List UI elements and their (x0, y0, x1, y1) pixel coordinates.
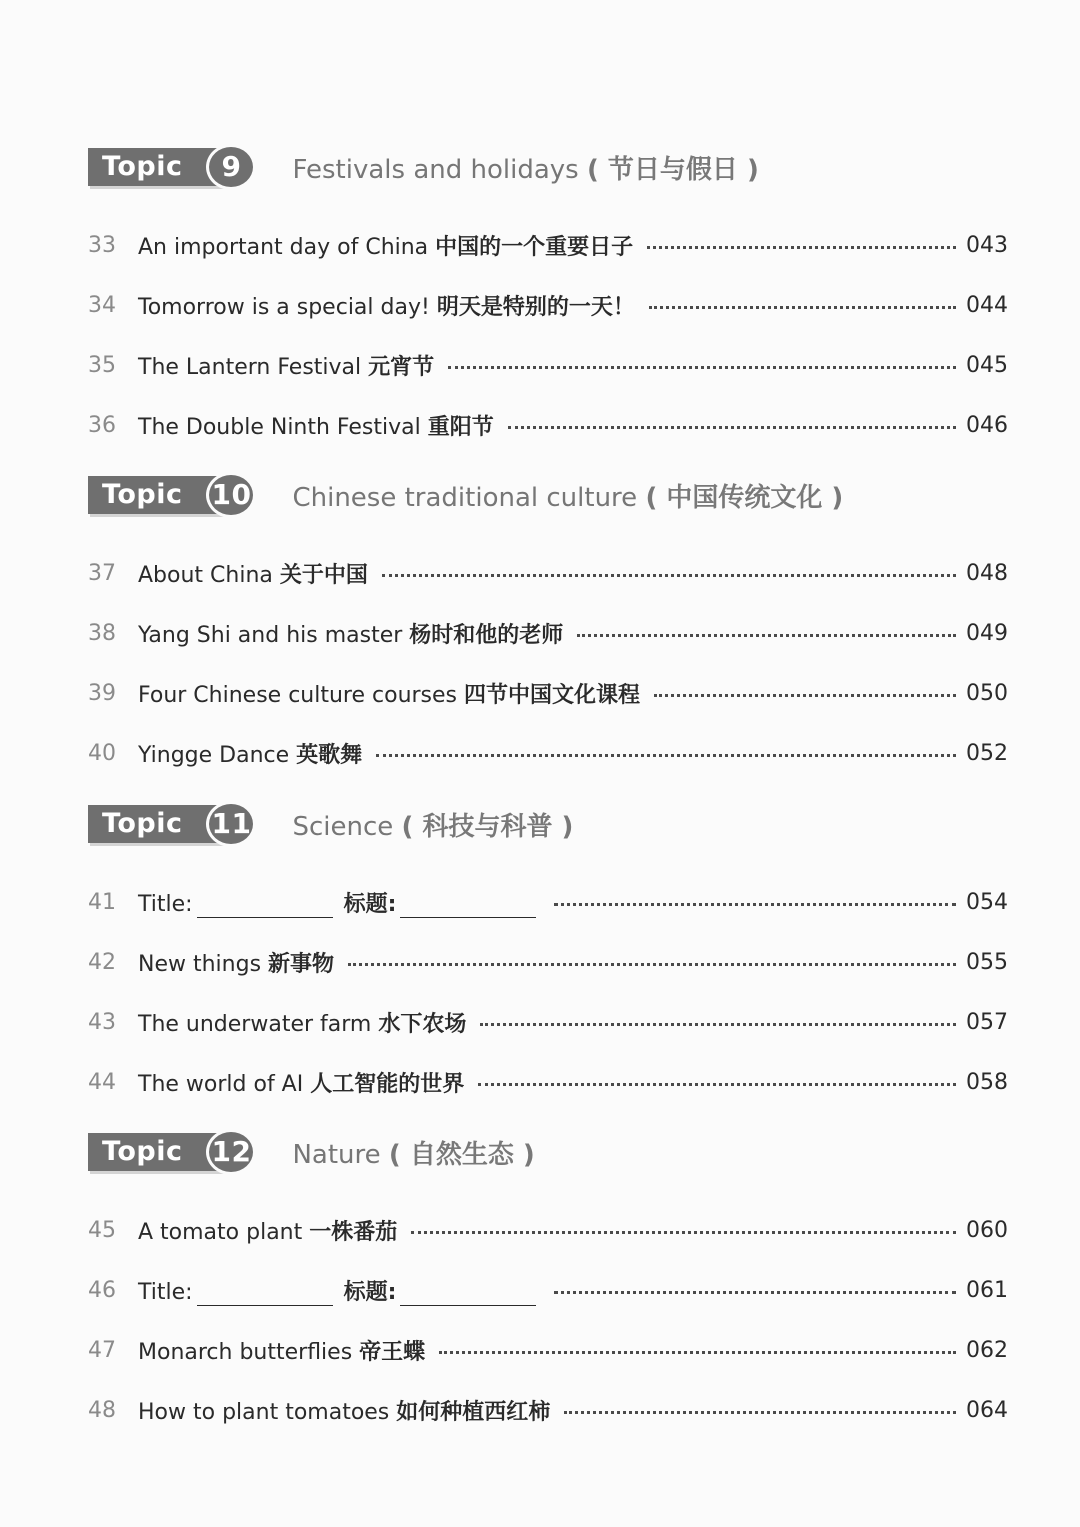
entry-page-number: 054 (966, 889, 1008, 915)
dot-leader (647, 246, 956, 249)
entry-number: 33 (88, 232, 116, 258)
entry-number: 38 (88, 620, 116, 646)
dot-leader (448, 366, 956, 369)
entry-page-number: 057 (966, 1009, 1008, 1035)
topic-tag: Topic 9 (88, 148, 228, 186)
dot-leader (554, 1291, 956, 1294)
toc-entry[interactable] (88, 872, 1008, 932)
entry-title: Title: 标题: (138, 887, 554, 918)
toc-entry[interactable] (88, 992, 1008, 1052)
blank-line (400, 1283, 536, 1306)
entry-number: 46 (88, 1277, 116, 1303)
entry-page-number: 050 (966, 680, 1008, 706)
dot-leader (480, 1023, 956, 1026)
topic-title: Festivals and holidays ( 节日与假日 ) (292, 154, 759, 185)
topic-section-11 (88, 798, 1008, 1112)
entry-title: Monarch butterflies 帝王蝶 (138, 1339, 426, 1365)
topic-title: Nature ( 自然生态 ) (292, 1139, 535, 1170)
entry-title: A tomato plant 一株番茄 (138, 1219, 398, 1245)
entry-title: Yang Shi and his master 杨时和他的老师 (138, 622, 564, 648)
topic-header (88, 1126, 1008, 1178)
entry-page-number: 044 (966, 292, 1008, 318)
entry-page-number: 055 (966, 949, 1008, 975)
topic-number-badge: 10 (206, 472, 256, 518)
topic-title: Science ( 科技与科普 ) (292, 811, 574, 842)
toc-entry[interactable] (88, 1260, 1008, 1320)
topic-number-badge: 9 (206, 144, 256, 190)
topic-title-zh: ( 中国传统文化 ) (645, 482, 844, 513)
toc-entry[interactable] (88, 543, 1008, 603)
entry-number: 45 (88, 1217, 116, 1243)
entry-title: The underwater farm 水下农场 (138, 1011, 467, 1037)
dot-leader (577, 634, 956, 637)
topic-section-12 (88, 1126, 1008, 1440)
entry-page-number: 062 (966, 1337, 1008, 1363)
dot-leader (376, 754, 956, 757)
topic-number-badge: 11 (206, 801, 256, 847)
topic-tag: Topic 10 (88, 476, 228, 514)
entry-number: 35 (88, 352, 116, 378)
topic-header (88, 141, 1008, 193)
entry-number: 48 (88, 1397, 116, 1423)
entry-number: 43 (88, 1009, 116, 1035)
dot-leader (382, 574, 956, 577)
toc-entry[interactable] (88, 1380, 1008, 1440)
topic-section-9 (88, 141, 1008, 455)
entry-number: 40 (88, 740, 116, 766)
entry-number: 42 (88, 949, 116, 975)
entry-page-number: 060 (966, 1217, 1008, 1243)
entry-number: 37 (88, 560, 116, 586)
entry-page-number: 046 (966, 412, 1008, 438)
dot-leader (508, 426, 956, 429)
entry-number: 34 (88, 292, 116, 318)
toc-entry[interactable] (88, 1320, 1008, 1380)
topic-section-10 (88, 469, 1008, 783)
dot-leader (654, 694, 956, 697)
entry-title: New things 新事物 (138, 951, 335, 977)
entry-title: The Lantern Festival 元宵节 (138, 354, 435, 380)
topic-tag: Topic 11 (88, 805, 228, 843)
entry-number: 39 (88, 680, 116, 706)
entry-title: Four Chinese culture courses 四节中国文化课程 (138, 682, 641, 708)
topic-header (88, 798, 1008, 850)
entry-page-number: 058 (966, 1069, 1008, 1095)
entry-page-number: 045 (966, 352, 1008, 378)
topic-tag: Topic 12 (88, 1133, 228, 1171)
dot-leader (411, 1231, 956, 1234)
dot-leader (649, 306, 956, 309)
entry-title: Yingge Dance 英歌舞 (138, 742, 363, 768)
topic-title-zh: ( 自然生态 ) (388, 1139, 535, 1170)
blank-line (400, 895, 536, 918)
entry-title: Tomorrow is a special day! 明天是特别的一天！ (138, 294, 635, 320)
toc-entry[interactable] (88, 603, 1008, 663)
blank-line (197, 895, 333, 918)
toc-entry[interactable] (88, 275, 1008, 335)
entry-title: An important day of China 中国的一个重要日子 (138, 234, 634, 260)
blank-line (197, 1283, 333, 1306)
dot-leader (564, 1411, 956, 1414)
entry-page-number: 049 (966, 620, 1008, 646)
toc-entry[interactable] (88, 663, 1008, 723)
dot-leader (439, 1351, 956, 1354)
toc-entry[interactable] (88, 395, 1008, 455)
topic-number-badge: 12 (206, 1129, 256, 1175)
entry-title: How to plant tomatoes 如何种植西红柿 (138, 1399, 551, 1425)
toc-entry[interactable] (88, 723, 1008, 783)
topic-title-zh: ( 节日与假日 ) (586, 154, 759, 185)
dot-leader (478, 1083, 956, 1086)
entry-title: The Double Ninth Festival 重阳节 (138, 414, 494, 440)
entry-page-number: 061 (966, 1277, 1008, 1303)
dot-leader (554, 903, 956, 906)
entry-title: About China 关于中国 (138, 562, 368, 588)
entry-number: 36 (88, 412, 116, 438)
entry-title: Title: 标题: (138, 1275, 554, 1306)
dot-leader (348, 963, 956, 966)
entry-page-number: 043 (966, 232, 1008, 258)
toc-entry[interactable] (88, 1052, 1008, 1112)
entry-page-number: 052 (966, 740, 1008, 766)
entry-title: The world of AI 人工智能的世界 (138, 1071, 465, 1097)
entry-number: 47 (88, 1337, 116, 1363)
topic-header (88, 469, 1008, 521)
entry-page-number: 048 (966, 560, 1008, 586)
topic-title: Chinese traditional culture ( 中国传统文化 ) (292, 482, 844, 513)
topic-title-zh: ( 科技与科普 ) (401, 811, 574, 842)
toc-entry[interactable] (88, 1200, 1008, 1260)
toc-entry[interactable] (88, 932, 1008, 992)
toc-entry[interactable] (88, 335, 1008, 395)
toc-entry[interactable] (88, 215, 1008, 275)
entry-number: 44 (88, 1069, 116, 1095)
entry-page-number: 064 (966, 1397, 1008, 1423)
entry-number: 41 (88, 889, 116, 915)
